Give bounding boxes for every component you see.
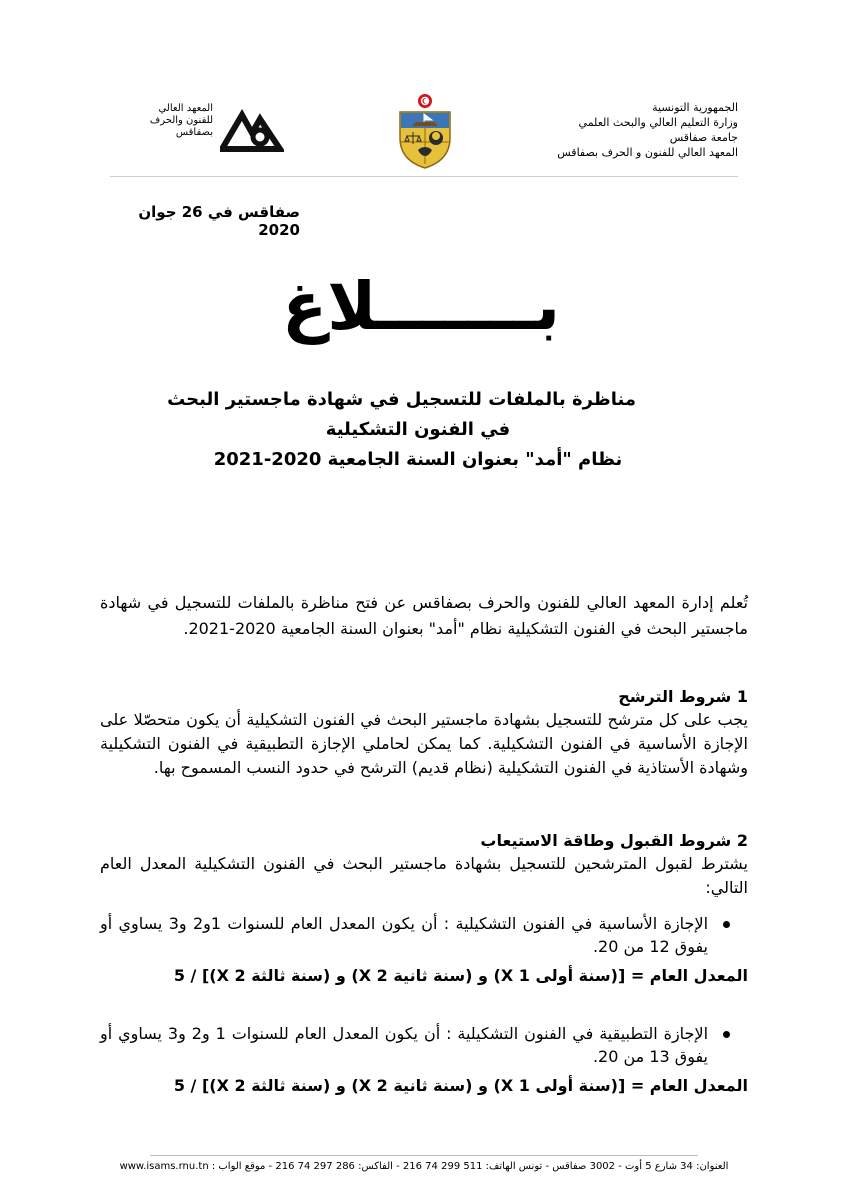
document-date: صفاقس في 26 جوان 2020: [138, 203, 300, 239]
header-line-university: جامعة صفاقس: [669, 131, 738, 144]
list-item: [100, 912, 748, 958]
bullet-icon: [723, 1031, 730, 1038]
institute-logo-icon: [220, 109, 284, 159]
logo-text-line: المعهد العالي: [158, 103, 213, 114]
tunisia-coat-of-arms-icon: [394, 92, 456, 170]
footer-divider: [150, 1155, 698, 1156]
average-formula: المعدل العام = [(سنة أولى X 1) و (سنة ثانية X 2) و (سنة ثالثة X 2)] / 5: [173, 1076, 748, 1095]
header-line-republic: الجمهورية التونسية: [652, 101, 738, 114]
header-institution-lines: [498, 100, 738, 160]
bullet-icon: [723, 921, 730, 928]
section-2-body: يشترط لقبول المترشحين للتسجيل بشهادة ماجستير البحث في الفنون التشكيلية المعدل العام التالي:: [100, 854, 748, 897]
header-line-ministry: وزارة التعليم العالي والبحث العلمي: [578, 116, 738, 129]
intro-paragraph: تُعلم إدارة المعهد العالي للفنون والحرف بصفاقس عن فتح مناظرة بالملفات للتسجيل في شهادة ماجستير البحث في الفنون التشكيلية نظام "أمد" بعنوان السنة الجامعية 2020-2021.: [100, 593, 748, 638]
section-1-body: يجب على كل مترشح للتسجيل بشهادة ماجستير البحث في الفنون التشكيلية أن يكون متحصّلا على الإجازة الأساسية في الفنون التشكيلية. كما يمكن لحاملي الإجازة التطبيقية في الفنون التشكيلية وشهادة الأستاذية في الفنون التشكيلية (نظام قديم) الترشح في حدود النسب المسموح بها.: [100, 710, 748, 777]
list-item: [100, 1022, 748, 1068]
section-2-title: 2 شروط القبول وطاقة الاستيعاب: [480, 831, 748, 850]
subtitle-line: في الفنون التشكيلية: [325, 419, 511, 440]
list-item-text: الإجازة الأساسية في الفنون التشكيلية : أن يكون المعدل العام للسنوات 1و2 و3 يساوي أو يفوق 12 من 20.: [100, 914, 709, 956]
header-line-institute: المعهد العالي للفنون و الحرف بصفاقس: [557, 146, 738, 159]
notice-subtitle: [167, 385, 636, 475]
footer-contact: العنوان: 34 شارع 5 أوت - 3002 صفاقس - تونس الهاتف: 511 299 74 216 - الفاكس: 286 297 74 216 - موقع الواب : www.isams.rnu.tn: [119, 1161, 729, 1172]
header-divider: [110, 176, 738, 177]
institute-logo-text: [105, 103, 213, 139]
subtitle-line: مناظرة بالملفات للتسجيل في شهادة ماجستير البحث: [167, 389, 636, 410]
list-item-text: الإجازة التطبيقية في الفنون التشكيلية : أن يكون المعدل العام للسنوات 1 و2 و3 يساوي أو يفوق 13 من 20.: [100, 1024, 709, 1066]
logo-text-line: بصفاقس: [175, 127, 213, 138]
institute-logo: [105, 103, 285, 163]
notice-title: بـــــــلاغ: [282, 268, 560, 345]
logo-text-line: للفنون والحرف: [149, 115, 213, 126]
subtitle-line: نظام "أمد" بعنوان السنة الجامعية 2020-2021: [213, 449, 623, 470]
section-1-title: 1 شروط الترشح: [618, 687, 748, 706]
average-formula: المعدل العام = [(سنة أولى X 1) و (سنة ثانية X 2) و (سنة ثالثة X 2)] / 5: [173, 966, 748, 985]
